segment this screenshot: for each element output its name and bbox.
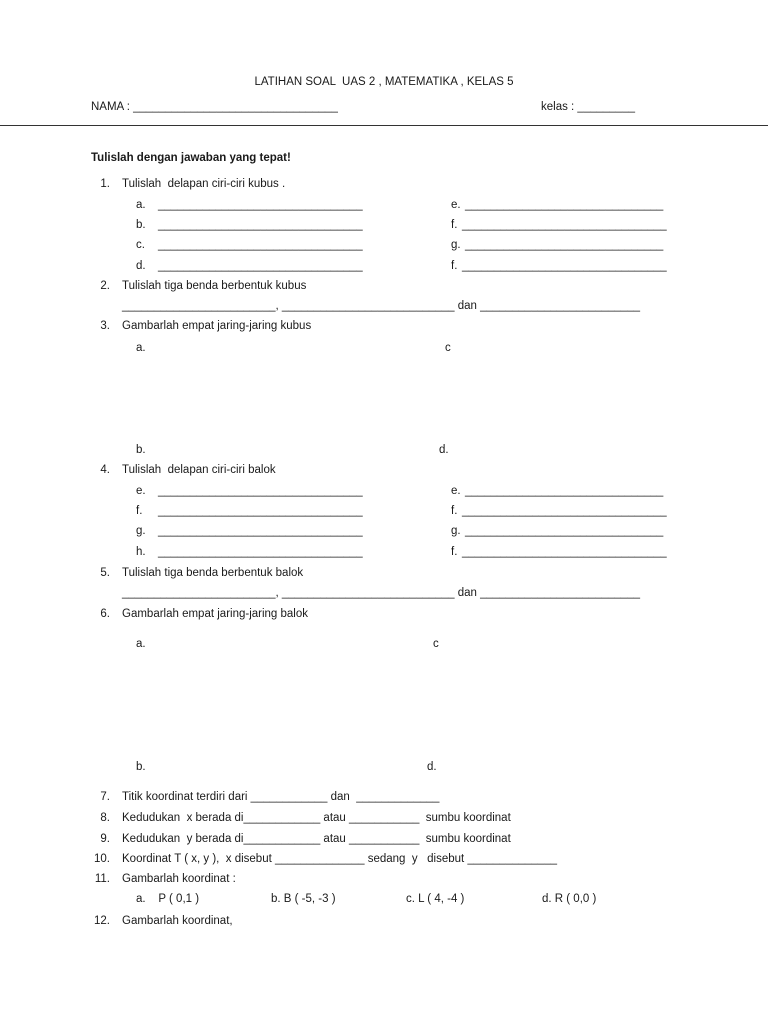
answer-line: _______________________________ — [465, 239, 664, 251]
drawing-area-label: a. — [136, 342, 146, 354]
option-label: f. — [451, 546, 458, 558]
drawing-area-label: d. — [439, 444, 449, 456]
drawing-area-label: d. — [427, 761, 437, 773]
instruction: Tulislah dengan jawaban yang tepat! — [91, 152, 291, 164]
option-label: e. — [451, 485, 461, 497]
option-label: f. — [136, 505, 143, 517]
question-text: Koordinat T ( x, y ), x disebut ______________ sedang y disebut ______________ — [122, 853, 557, 865]
drawing-area-label: c — [445, 342, 451, 354]
answer-line: ________________________________ — [462, 219, 667, 231]
question-text: Kedudukan y berada di____________ atau ___________ sumbu koordinat — [122, 833, 511, 845]
answer-line: ________________________________ — [158, 525, 363, 537]
answer-line: ________________________________ — [158, 219, 363, 231]
question-number: 2. — [100, 280, 110, 292]
answer-line: ________________________, ___________________________ dan _________________________ — [122, 300, 641, 312]
question-text: Tulislah tiga benda berbentuk balok — [122, 567, 304, 579]
question-text: Gambarlah empat jaring-jaring kubus — [122, 320, 312, 332]
question-number: 10. — [94, 853, 110, 865]
coordinate-item: d. R ( 0,0 ) — [542, 893, 597, 905]
option-label: e. — [451, 199, 461, 211]
question-text: Tulislah delapan ciri-ciri balok — [122, 464, 276, 476]
page-title: LATIHAN SOAL UAS 2 , MATEMATIKA , KELAS 5 — [254, 76, 514, 88]
option-label: g. — [136, 525, 146, 537]
class-field: kelas : _________ — [541, 101, 635, 113]
answer-line: ________________________________ — [158, 546, 363, 558]
drawing-area-label: a. — [136, 638, 146, 650]
question-text: Tulislah tiga benda berbentuk kubus — [122, 280, 307, 292]
question-number: 1. — [100, 178, 110, 190]
question-number: 5. — [100, 567, 110, 579]
coordinate-item: b. B ( -5, -3 ) — [271, 893, 336, 905]
option-label: f. — [451, 505, 458, 517]
question-number: 4. — [100, 464, 110, 476]
header-divider — [0, 125, 768, 126]
question-text: Titik koordinat terdiri dari ____________ dan _____________ — [122, 791, 440, 803]
option-label: g. — [451, 525, 461, 537]
question-text: Gambarlah koordinat : — [122, 873, 236, 885]
question-number: 12. — [94, 915, 110, 927]
question-text: Gambarlah empat jaring-jaring balok — [122, 608, 309, 620]
option-label: b. — [136, 219, 146, 231]
answer-line: _______________________________ — [465, 199, 664, 211]
answer-line: ________________________________ — [158, 485, 363, 497]
option-label: g. — [451, 239, 461, 251]
option-label: h. — [136, 546, 146, 558]
question-text: Tulislah delapan ciri-ciri kubus . — [122, 178, 286, 190]
option-label: f. — [451, 219, 458, 231]
answer-line: ________________________________ — [158, 239, 363, 251]
question-text: Kedudukan x berada di____________ atau ___________ sumbu koordinat — [122, 812, 511, 824]
coordinate-item: c. L ( 4, -4 ) — [406, 893, 465, 905]
question-text: Gambarlah koordinat, — [122, 915, 233, 927]
answer-line: _______________________________ — [465, 525, 664, 537]
answer-line: _______________________________ — [465, 485, 664, 497]
drawing-area-label: c — [433, 638, 439, 650]
option-label: d. — [136, 260, 146, 272]
question-number: 9. — [100, 833, 110, 845]
drawing-area-label: b. — [136, 761, 146, 773]
answer-line: ________________________________ — [158, 505, 363, 517]
question-number: 3. — [100, 320, 110, 332]
question-number: 11. — [94, 873, 110, 885]
option-label: c. — [136, 239, 145, 251]
answer-line: ________________________________ — [462, 505, 667, 517]
question-number: 6. — [100, 608, 110, 620]
answer-line: ________________________, ___________________________ dan _________________________ — [122, 587, 641, 599]
option-label: e. — [136, 485, 146, 497]
answer-line: ________________________________ — [158, 199, 363, 211]
answer-line: ________________________________ — [158, 260, 363, 272]
answer-line: ________________________________ — [462, 546, 667, 558]
question-number: 7. — [100, 791, 110, 803]
name-field: NAMA : ________________________________ — [91, 101, 338, 113]
question-number: 8. — [100, 812, 110, 824]
option-label: a. — [136, 199, 146, 211]
drawing-area-label: b. — [136, 444, 146, 456]
option-label: f. — [451, 260, 458, 272]
answer-line: ________________________________ — [462, 260, 667, 272]
coordinate-item: a. P ( 0,1 ) — [136, 893, 200, 905]
